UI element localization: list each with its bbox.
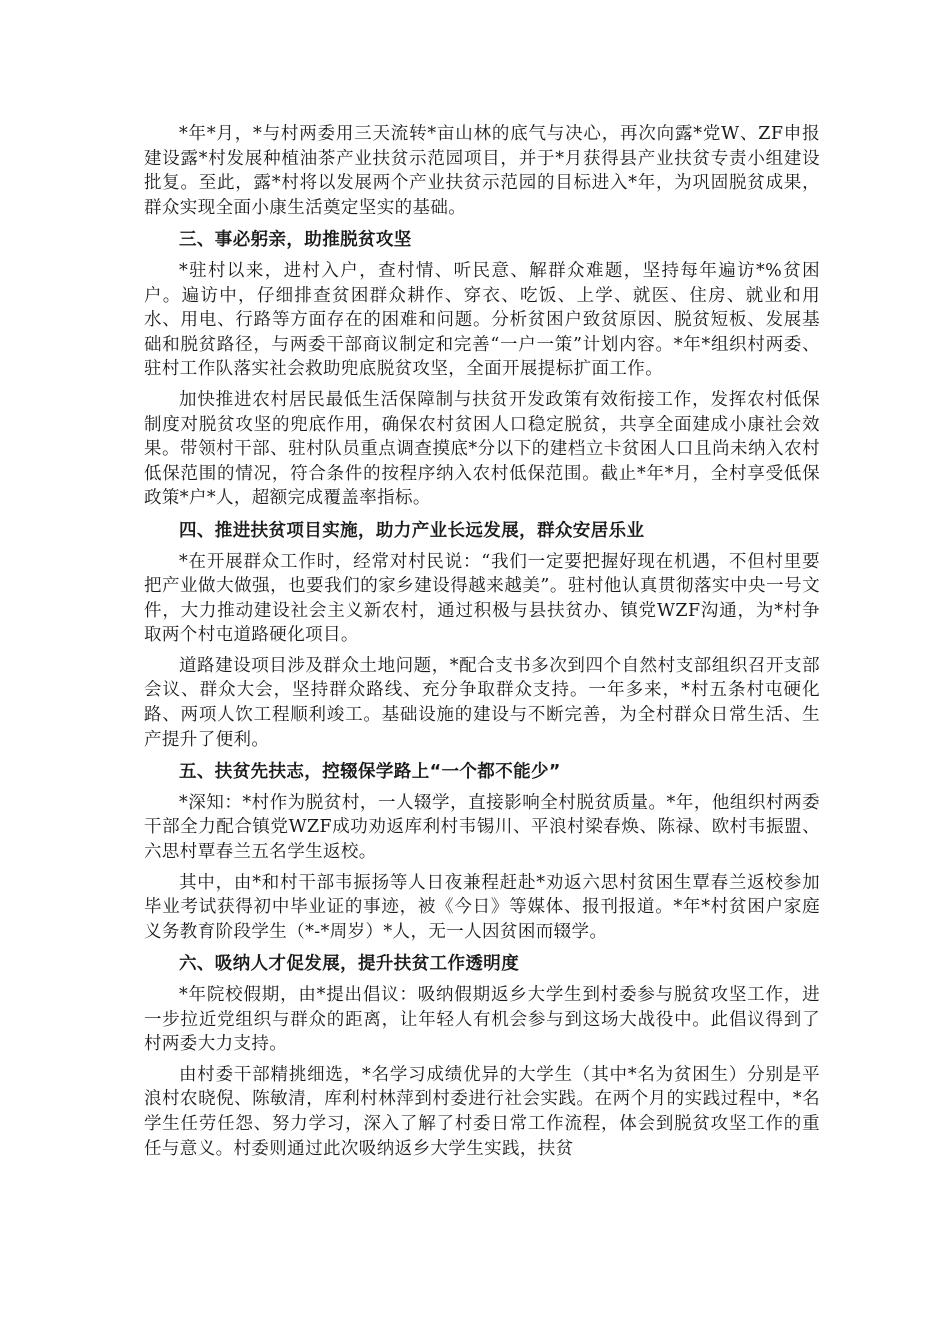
paragraph: 道路建设项目涉及群众土地问题，*配合支书多次到四个自然村支部组织召开支部会议、群众大会，坚持群众路线、充分争取群众支持。一年多来，*村五条村屯硬化路、两项人饮工程顺利竣工。基础设施的建设与不断完善，为全村群众日常生活、生产提升了便利。 <box>144 655 820 750</box>
section-heading: 四、推进扶贫项目实施，助力产业长远发展，群众安居乐业 <box>179 520 645 541</box>
paragraph: *驻村以来，进村入户，查村情、听民意、解群众难题，坚持每年遍访*%贫困户。遍访中，仔细排查贫困群众耕作、穿衣、吃饭、上学、就医、住房、就业和用水、用电、行路等方面存在的困难和问题。分析贫困户致贫原因、脱贫短板、发展基础和脱贫路径，与两委干部商议制定和完善“一户一策”计划内容。*年*组织村两委、驻村工作队落实社会救助兜底脱贫攻坚，全面开展提标扩面工作。 <box>144 260 820 380</box>
paragraph: 由村委干部精挑细选，*名学习成绩优异的大学生（其中*名为贫困生）分别是平浪村农晓倪、陈敏清，库利村林萍到村委进行社会实践。在两个月的实践过程中，*名学生任劳任怨、努力学习，深入了解了村委日常工作流程，体会到脱贫攻坚工作的重任与意义。村委则通过此次吸纳返乡大学生实践，扶贫 <box>144 1064 820 1159</box>
section-heading: 五、扶贫先扶志，控辍保学路上“一个都不能少” <box>179 762 561 783</box>
section-heading: 六、吸纳人才促发展，提升扶贫工作透明度 <box>179 954 520 975</box>
paragraph: 其中，由*和村干部韦振扬等人日夜兼程赶赴*劝返六思村贫困生覃春兰返校参加毕业考试获得初中毕业证的事迹，被《今日》等媒体、报刊报道。*年*村贫困户家庭义务教育阶段学生（*-*周岁）*人，无一人因贫困而辍学。 <box>144 872 820 942</box>
paragraph: *深知：*村作为脱贫村，一人辍学，直接影响全村脱贫质量。*年，他组织村两委干部全力配合镇党WZF成功劝返库利村韦锡川、平浪村梁春焕、陈禄、欧村韦振盟、六思村覃春兰五名学生返校。 <box>144 792 820 863</box>
section-heading: 三、事必躬亲，助推脱贫攻坚 <box>179 230 412 251</box>
paragraph: *年院校假期，由*提出倡议：吸纳假期返乡大学生到村委参与脱贫攻坚工作，进一步拉近党组织与群众的距离，让年轻人有机会参与到这场大战役中。此倡议得到了村两委大力支持。 <box>144 985 820 1055</box>
document-page <box>144 122 820 1161</box>
paragraph: *年*月，*与村两委用三天流转*亩山林的底气与决心，再次向露*党W、ZF申报建设露*村发展种植油茶产业扶贫示范园项目，并于*月获得县产业扶贫专责小组建设批复。至此，露*村将以发展两个产业扶贫示范园的目标进入*年，为巩固脱贫成果，群众实现全面小康生活奠定坚实的基础。 <box>144 124 820 218</box>
paragraph: *在开展群众工作时，经常对村民说：“我们一定要把握好现在机遇，不但村里要把产业做大做强，也要我们的家乡建设得越来越美”。驻村他认真贯彻落实中央一号文件，大力推动建设社会主义新农村，通过积极与县扶贫办、镇党WZF沟通，为*村争取两个村屯道路硬化项目。 <box>144 551 820 646</box>
paragraph: 加快推进农村居民最低生活保障制与扶贫开发政策有效衔接工作，发挥农村低保制度对脱贫攻坚的兜底作用，确保农村贫困人口稳定脱贫，共享全面建成小康社会效果。带领村干部、驻村队员重点调查摸底*分以下的建档立卡贫困人口且尚未纳入农村低保范围的情况，符合条件的按程序纳入农村低保范围。截止*年*月，全村享受低保政策*户*人，超额完成覆盖率指标。 <box>144 389 820 509</box>
